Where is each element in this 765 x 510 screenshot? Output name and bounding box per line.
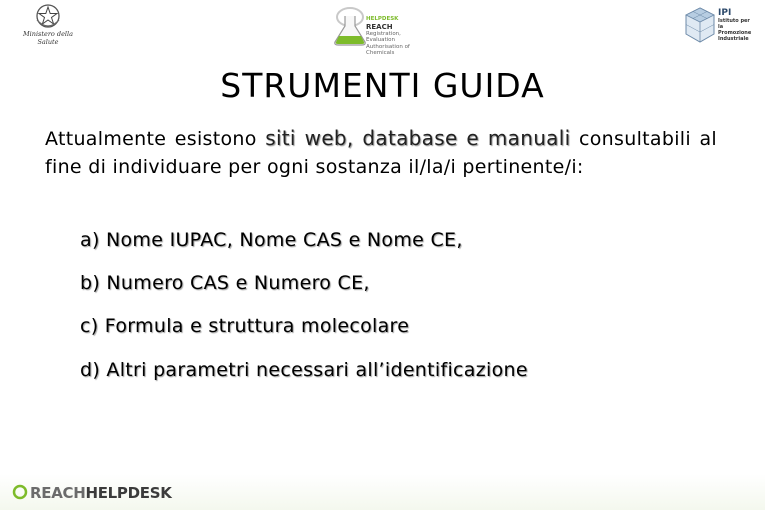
list-item: d) Altri parametri necessari all’identificazione xyxy=(80,359,528,381)
intro-text-2: consultabili al fine di individuare per ogni sostanza il/la/i pertinente/i: xyxy=(45,128,718,178)
helpdesk-logo-line4: Authorisation of Chemicals xyxy=(366,43,410,56)
ipi-logo-line4: Industriale xyxy=(718,36,749,42)
footer-brand-reach: REACH xyxy=(30,484,86,502)
flask-icon xyxy=(330,4,370,48)
ministry-logo xyxy=(8,2,88,50)
ipi-logo xyxy=(684,6,756,46)
intro-text-1: Attualmente esistono xyxy=(45,128,266,150)
ipi-logo-text xyxy=(718,8,756,42)
ministry-text-2: Salute xyxy=(37,38,59,46)
emblem-icon xyxy=(33,2,63,30)
reach-helpdesk-logo xyxy=(330,4,430,56)
list-item: b) Numero CAS e Numero CE, xyxy=(80,272,370,294)
footer-brand-helpdesk: HELPDESK xyxy=(85,484,172,502)
reach-ring-icon xyxy=(12,484,28,500)
ipi-logo-line1: IPI xyxy=(718,8,732,18)
helpdesk-logo-text xyxy=(366,16,430,57)
helpdesk-logo-line1: HELPDESK xyxy=(366,16,399,22)
intro-paragraph xyxy=(45,124,717,181)
ipi-logo-line3: Promozione xyxy=(718,30,752,36)
intro-highlight: siti web, database e manuali xyxy=(265,126,571,150)
list-item: a) Nome IUPAC, Nome CAS e Nome CE, xyxy=(80,229,463,251)
identifier-list xyxy=(80,226,528,400)
helpdesk-logo-line3: Registration, Evaluation xyxy=(366,30,401,43)
helpdesk-logo-line2: REACH xyxy=(366,22,393,31)
ipi-logo-line2: Istituto per la xyxy=(718,18,750,30)
footer-brand xyxy=(12,484,172,502)
cube-icon xyxy=(684,6,716,44)
slide-title: STRUMENTI GUIDA xyxy=(220,66,545,105)
list-item: c) Formula e struttura molecolare xyxy=(80,315,410,337)
ministry-text-1: Ministero della xyxy=(23,30,73,38)
slide-header xyxy=(0,0,765,60)
